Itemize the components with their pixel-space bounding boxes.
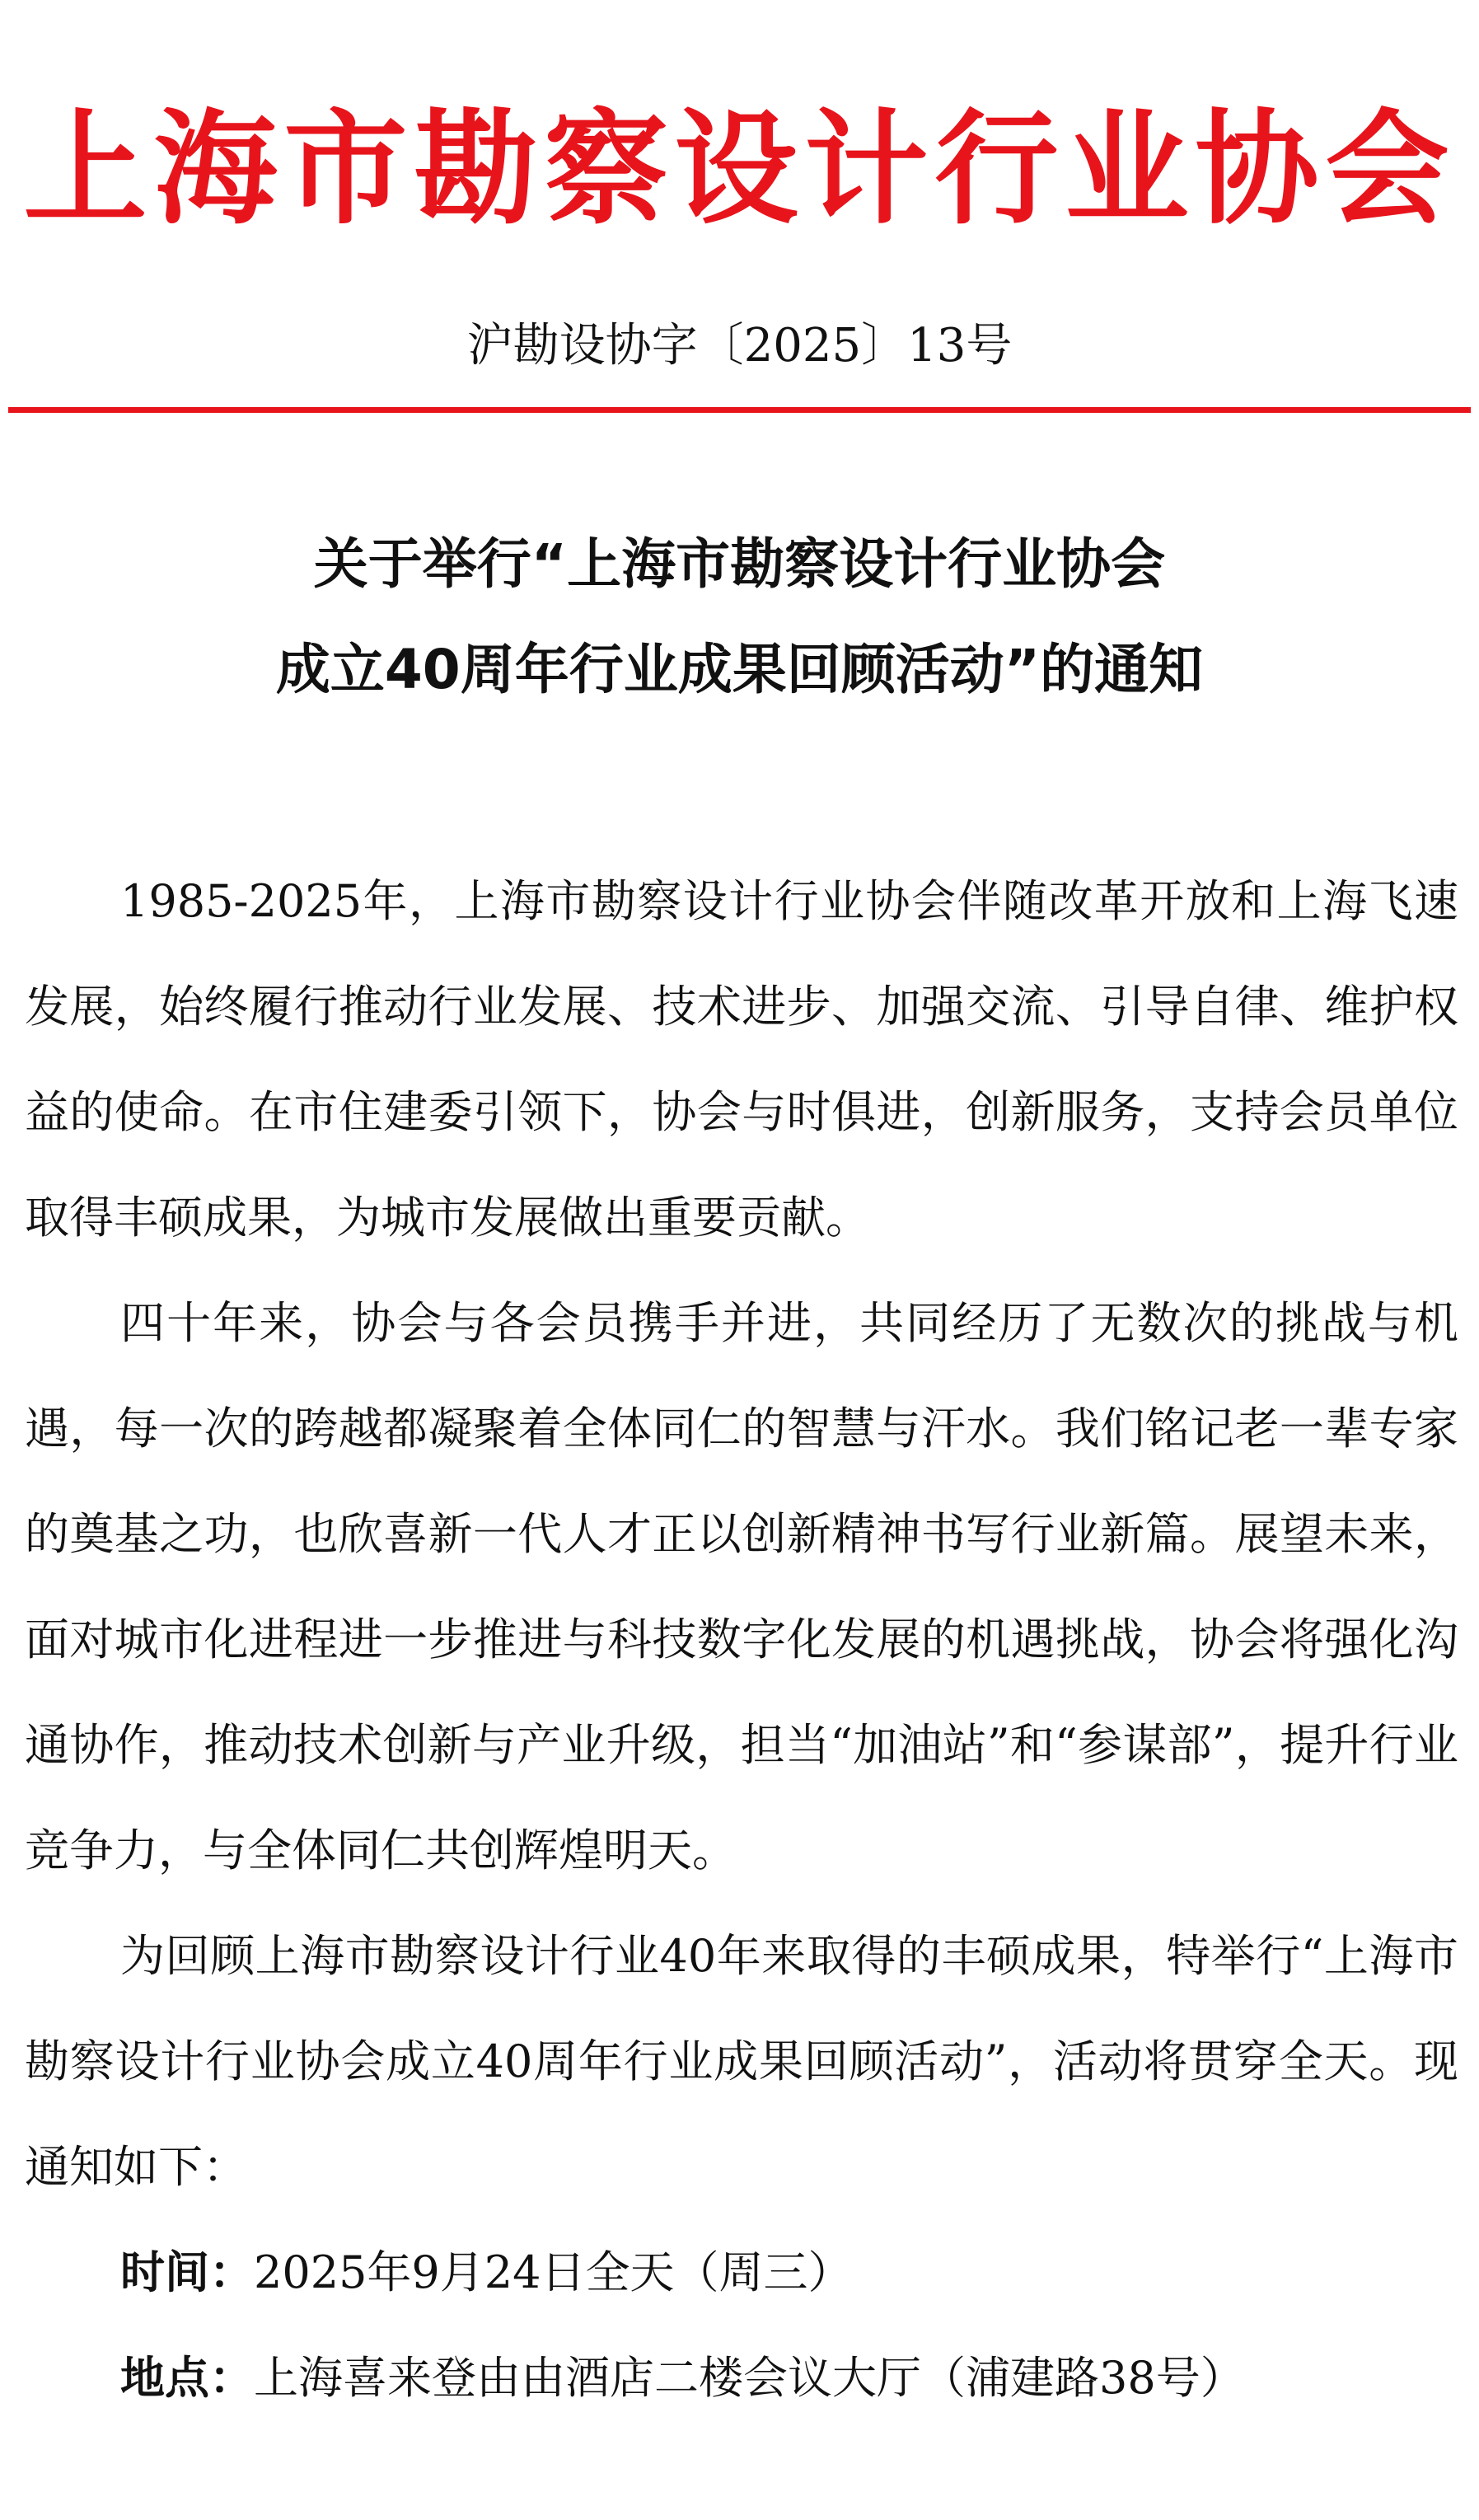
body-paragraph-3: 为回顾上海市勘察设计行业40年来取得的丰硕成果，特举行“上海市勘察设计行业协会成立40周年行业成果回顾活动”，活动将贯穿全天。现通知如下：: [25, 1930, 1458, 2193]
notice-body: [25, 849, 1458, 2431]
notice-title-line-1: 关于举行“上海市勘察设计行业协会: [313, 532, 1166, 596]
body-paragraph-1: 1985-2025年，上海市勘察设计行业协会伴随改革开放和上海飞速发展，始终履行推动行业发展、技术进步、加强交流、引导自律、维护权益的使命。在市住建委引领下，协会与时俱进，创新服务，支持会员单位取得丰硕成果，为城市发展做出重要贡献。: [25, 875, 1458, 1244]
event-time-value: 2025年9月24日全天（周三）: [254, 2246, 853, 2298]
body-paragraph-2: 四十年来，协会与各会员携手并进，共同经历了无数次的挑战与机遇，每一次的跨越都凝聚着全体同仁的智慧与汗水。我们铭记老一辈专家的奠基之功，也欣喜新一代人才正以创新精神书写行业新篇。展望未来，面对城市化进程进一步推进与科技数字化发展的机遇挑战，协会将强化沟通协作，推动技术创新与产业升级，担当“加油站”和“参谋部”，提升行业竞争力，与全体同仁共创辉煌明天。: [25, 1297, 1458, 1876]
organization-name-header: 上海市勘察设计行业协会: [23, 96, 1456, 241]
event-place-label: 地点：: [120, 2352, 254, 2404]
event-place-value: 上海喜来登由由酒店二楼会议大厅（浦建路38号）: [254, 2352, 1245, 2404]
event-time-label: 时间：: [120, 2246, 254, 2298]
document-number: 沪勘设协字〔2025〕13号: [466, 319, 1013, 372]
red-divider-line: [8, 407, 1471, 413]
event-time: [25, 2220, 1458, 2326]
notice-title-line-2: 成立40周年行业成果回顾活动”的通知: [275, 638, 1204, 701]
event-place: [25, 2326, 1458, 2431]
